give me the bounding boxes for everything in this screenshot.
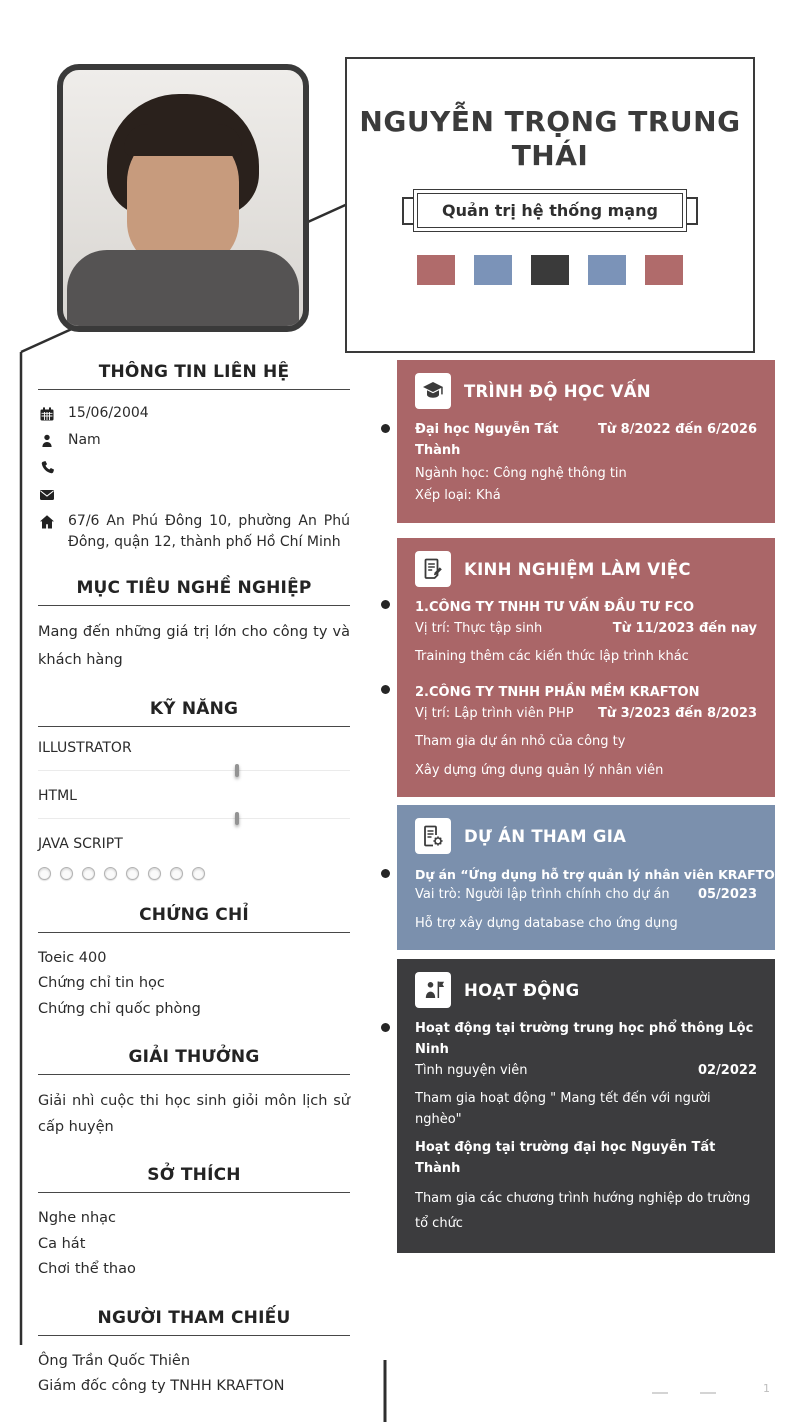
hobby-item: Nghe nhạc bbox=[38, 1210, 117, 1227]
candidate-name-line1: NGUYỄN TRỌNG TRUNG bbox=[359, 105, 741, 138]
contact-row-phone bbox=[38, 457, 350, 484]
profile-photo bbox=[57, 64, 309, 332]
left-column bbox=[38, 362, 350, 1399]
school-name: Đại học Nguyễn Tất Thành bbox=[415, 422, 559, 458]
education-title: TRÌNH ĐỘ HỌC VẤN bbox=[464, 381, 651, 401]
rating-dot[interactable] bbox=[170, 867, 183, 880]
job-period: Từ 3/2023 đến 8/2023 bbox=[597, 705, 757, 721]
page-number: 1 bbox=[763, 1382, 770, 1395]
color-palette bbox=[417, 255, 683, 285]
reference-item: Ông Trần Quốc Thiên bbox=[38, 1352, 191, 1369]
rating-dot[interactable] bbox=[148, 867, 161, 880]
skill-item bbox=[38, 836, 350, 880]
skill-level-slider[interactable] bbox=[38, 818, 350, 819]
hobby-item: Chơi thể thao bbox=[38, 1261, 136, 1278]
skill-level-slider[interactable] bbox=[38, 770, 350, 771]
contact-section bbox=[38, 362, 350, 553]
mail-icon bbox=[38, 484, 56, 503]
palette-swatch bbox=[417, 255, 455, 285]
rating-dot[interactable] bbox=[126, 867, 139, 880]
project-icon bbox=[415, 818, 451, 854]
right-column bbox=[397, 360, 794, 1253]
slider-handle[interactable] bbox=[235, 764, 239, 777]
skill-item bbox=[38, 788, 350, 819]
activity-icon bbox=[415, 972, 451, 1008]
reference-item: Giám đốc công ty TNHH KRAFTON bbox=[38, 1377, 285, 1394]
references-heading: NGƯỜI THAM CHIẾU bbox=[38, 1308, 350, 1336]
palette-swatch bbox=[645, 255, 683, 285]
project-detail: Hỗ trợ xây dựng database cho ứng dụng bbox=[415, 915, 678, 931]
skill-label: HTML bbox=[38, 788, 77, 805]
activities-section bbox=[397, 959, 775, 1252]
project-role: Vai trò: Người lập trình chính cho dự án bbox=[415, 887, 670, 903]
activity-role: Tình nguyện viên bbox=[415, 1062, 528, 1078]
contact-row-address bbox=[38, 511, 350, 553]
hobbies-section bbox=[38, 1165, 350, 1282]
calendar-icon bbox=[38, 403, 56, 422]
hobby-item: Ca hát bbox=[38, 1235, 86, 1252]
rating-dot[interactable] bbox=[104, 867, 117, 880]
awards-heading: GIẢI THƯỞNG bbox=[38, 1047, 350, 1075]
references-section bbox=[38, 1308, 350, 1400]
rating-dot[interactable] bbox=[38, 867, 51, 880]
rating-dot[interactable] bbox=[82, 867, 95, 880]
awards-section bbox=[38, 1047, 350, 1140]
experience-section bbox=[397, 538, 775, 797]
job-detail: Training thêm các kiến thức lập trình khác bbox=[415, 649, 689, 665]
experience-icon bbox=[415, 551, 451, 587]
activity-entry bbox=[415, 1019, 757, 1130]
palette-swatch bbox=[588, 255, 626, 285]
timeline-dot bbox=[381, 424, 390, 433]
award-text: Giải nhì cuộc thi học sinh giỏi môn lịch sử cấp huyện bbox=[38, 1093, 350, 1136]
gender-value: Nam bbox=[68, 432, 101, 448]
company-name: 1.CÔNG TY TNHH TƯ VẤN ĐẦU TƯ FCO bbox=[415, 600, 695, 616]
activity-name: Hoạt động tại trường đại học Nguyễn Tất Thành bbox=[415, 1139, 716, 1176]
education-section bbox=[397, 360, 775, 523]
phone-icon bbox=[38, 457, 56, 475]
activity-name: Hoạt động tại trường trung học phổ thông Lộc Ninh bbox=[415, 1021, 754, 1058]
rating-dot[interactable] bbox=[60, 867, 73, 880]
activity-period: 02/2022 bbox=[697, 1062, 757, 1078]
certificate-item: Chứng chỉ quốc phòng bbox=[38, 1000, 201, 1017]
contact-row-birthday bbox=[38, 403, 350, 430]
birthday-value: 15/06/2004 bbox=[68, 405, 149, 421]
address-value: 67/6 An Phú Đông 10, phường An Phú Đông, quận 12, thành phố Hồ Chí Minh bbox=[68, 513, 350, 550]
job-detail: Tham gia dự án nhỏ của công ty bbox=[415, 733, 626, 749]
gender-icon bbox=[38, 430, 56, 449]
skills-heading: KỸ NĂNG bbox=[38, 699, 350, 727]
contact-heading: THÔNG TIN LIÊN HỆ bbox=[38, 362, 350, 390]
job-title: Quản trị hệ thống mạng bbox=[417, 193, 683, 228]
job-period: Từ 11/2023 đến nay bbox=[612, 620, 757, 636]
project-period: 05/2023 bbox=[697, 887, 757, 903]
objective-heading: MỤC TIÊU NGHỀ NGHIỆP bbox=[38, 578, 350, 606]
activity-entry bbox=[415, 1138, 757, 1237]
header bbox=[345, 57, 755, 353]
contact-row-gender bbox=[38, 430, 350, 457]
education-grade: Xếp loại: Khá bbox=[415, 488, 501, 504]
projects-section bbox=[397, 805, 794, 950]
education-major: Ngành học: Công nghệ thông tin bbox=[415, 465, 627, 481]
rating-dot[interactable] bbox=[192, 867, 205, 880]
objective-text: Mang đến những giá trị lớn cho công ty và khách hàng bbox=[38, 624, 350, 668]
skill-label: ILLUSTRATOR bbox=[38, 740, 132, 757]
activity-detail: Tham gia hoạt động " Mang tết đến với người nghèo" bbox=[415, 1091, 711, 1127]
job-position: Vị trí: Thực tập sinh bbox=[415, 620, 543, 636]
skill-label: JAVA SCRIPT bbox=[38, 836, 123, 853]
skill-item bbox=[38, 740, 350, 771]
hobbies-heading: SỞ THÍCH bbox=[38, 1165, 350, 1193]
home-icon bbox=[38, 511, 56, 530]
slider-handle[interactable] bbox=[235, 812, 239, 825]
projects-title: DỰ ÁN THAM GIA bbox=[464, 826, 627, 846]
certificates-heading: CHỨNG CHỈ bbox=[38, 905, 350, 933]
activities-title: HOẠT ĐỘNG bbox=[464, 980, 580, 1000]
job-entry bbox=[415, 598, 757, 668]
certificate-item: Chứng chỉ tin học bbox=[38, 975, 165, 992]
job-position: Vị trí: Lập trình viên PHP bbox=[415, 705, 574, 721]
palette-swatch bbox=[474, 255, 512, 285]
objective-section bbox=[38, 578, 350, 674]
candidate-name-line2: THÁI bbox=[511, 139, 589, 173]
experience-title: KINH NGHIỆM LÀM VIỆC bbox=[464, 559, 691, 579]
candidate-name bbox=[359, 105, 740, 173]
education-period: Từ 8/2022 đến 6/2026 bbox=[597, 422, 757, 437]
skill-rating-dots bbox=[38, 867, 350, 880]
education-icon bbox=[415, 373, 451, 409]
activity-detail: Tham gia các chương trình hướng nghiệp do trường tổ chức bbox=[415, 1191, 751, 1231]
project-name: Dự án “Ứng dụng hỗ trợ quản lý nhân viên KRAFTON” bbox=[415, 867, 794, 883]
job-detail: Xây dựng ứng dụng quản lý nhân viên bbox=[415, 762, 664, 778]
contact-row-email bbox=[38, 484, 350, 511]
certificate-item: Toeic 400 bbox=[38, 950, 107, 967]
company-name: 2.CÔNG TY TNHH PHẦN MỀM KRAFTON bbox=[415, 684, 700, 700]
job-title-badge bbox=[417, 193, 683, 228]
skills-section bbox=[38, 699, 350, 880]
job-entry bbox=[415, 683, 757, 782]
certificates-section bbox=[38, 905, 350, 1022]
palette-swatch bbox=[531, 255, 569, 285]
